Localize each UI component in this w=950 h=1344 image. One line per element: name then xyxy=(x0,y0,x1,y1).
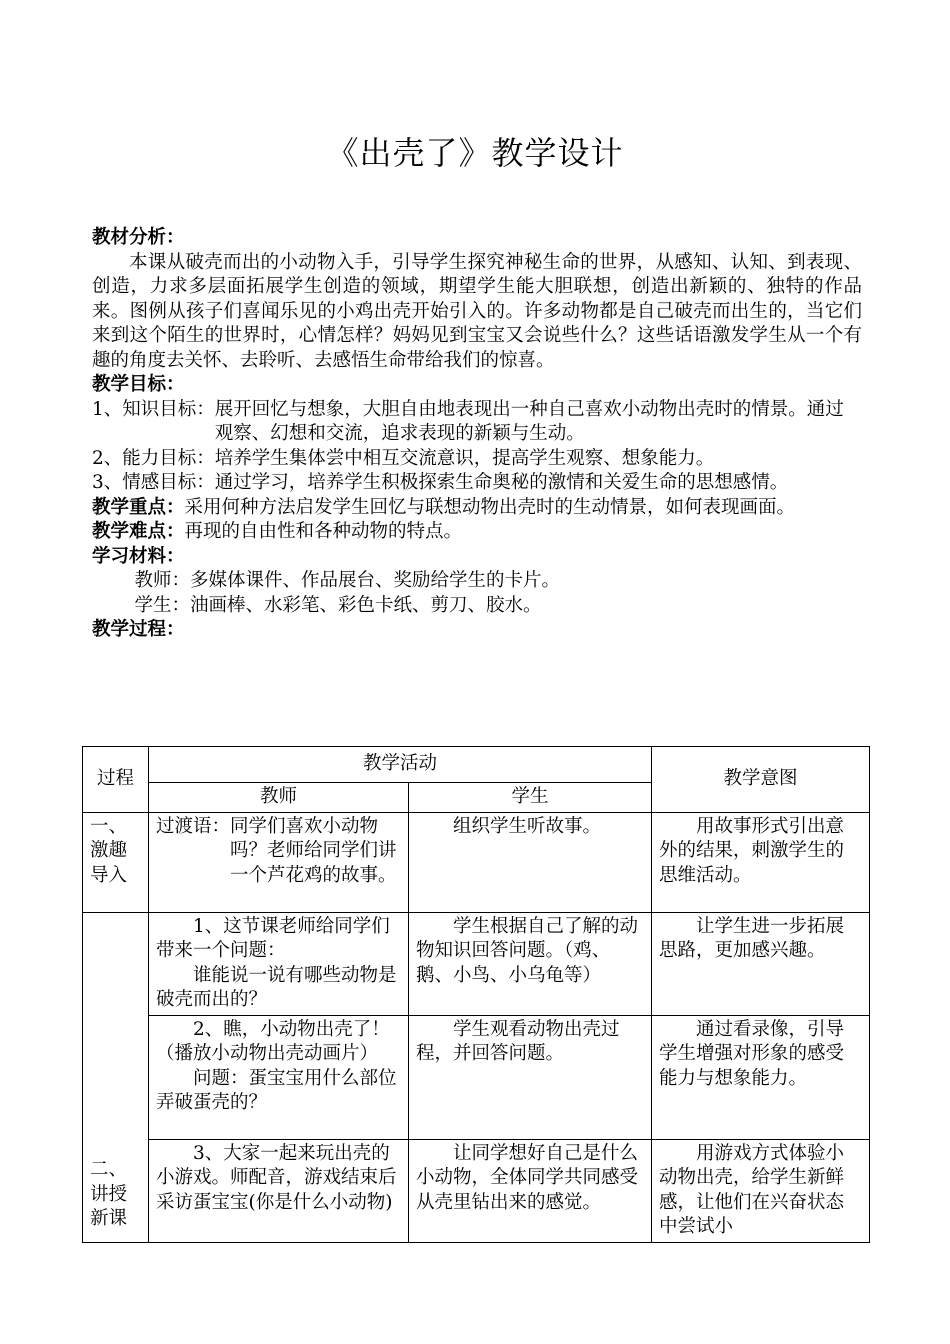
goal-label: 1、知识目标： xyxy=(92,398,215,420)
student-cell: 让同学想好自己是什么小动物，全体同学共同感受从壳里钻出来的感觉。 xyxy=(409,1139,652,1242)
goal-item xyxy=(92,471,862,496)
materials-heading: 学习材料： xyxy=(92,545,185,567)
goal-text: 展开回忆与想象，大胆自由地表现出一种自己喜欢小动物出壳时的情景。通过观察、幻想和交流，追求表现的新颖与生动。 xyxy=(214,398,844,444)
goal-label: 2、能力目标： xyxy=(92,447,215,469)
teacher-cell xyxy=(149,812,409,912)
header-teacher: 教师 xyxy=(149,783,409,813)
teacher-text: 2、瞧，小动物出壳了！（播放小动物出壳动画片） xyxy=(156,1018,390,1064)
difficulty-text: 再现的自由性和各种动物的特点。 xyxy=(184,521,463,542)
goal-text: 通过学习，培养学生积极探索生命奥秘的激情和关爱生命的思想感情。 xyxy=(214,472,789,493)
key-point xyxy=(92,496,862,521)
teacher-cell xyxy=(149,1015,409,1139)
student-cell: 学生观看动物出壳过程，并回答问题。 xyxy=(409,1015,652,1139)
teacher-text: 问题：蛋宝宝用什么部位弄破蛋壳的？ xyxy=(156,1067,397,1113)
key-point-label: 教学重点： xyxy=(92,496,185,518)
materials-teacher: 教师：多媒体课件、作品展台、奖励给学生的卡片。 xyxy=(134,570,561,591)
materials-student: 学生：油画棒、水彩笔、彩色卡纸、剪刀、胶水。 xyxy=(134,594,542,616)
teacher-text: 1、这节课老师给同学们带来一个问题： xyxy=(156,915,390,961)
teacher-cell xyxy=(149,912,409,1015)
process-heading: 教学过程： xyxy=(92,619,185,640)
transition-label: 过渡语： xyxy=(156,815,231,837)
process-table xyxy=(82,746,870,1243)
header-intent: 教学意图 xyxy=(652,747,870,813)
header-student: 学生 xyxy=(409,783,652,813)
intent-cell: 通过看录像，引导学生增强对形象的感受能力与想象能力。 xyxy=(652,1015,870,1139)
difficulty-label: 教学难点： xyxy=(92,521,185,542)
teacher-text: 谁能说一说有哪些动物是破壳而出的？ xyxy=(156,964,397,1010)
student-cell: 组织学生听故事。 xyxy=(409,812,652,912)
page-title: 《出壳了》教学设计 xyxy=(326,134,624,172)
goal-label: 3、情感目标： xyxy=(92,472,215,493)
header-activity: 教学活动 xyxy=(149,747,652,783)
teacher-cell: 3、大家一起来玩出壳的小游戏。师配音，游戏结束后采访蛋宝宝(你是什么小动物) xyxy=(149,1139,409,1242)
transition-text: 同学们喜欢小动物吗？老师给同学们讲一个芦花鸡的故事。 xyxy=(230,815,397,886)
goal-item xyxy=(92,447,862,472)
analysis-heading: 教材分析： xyxy=(92,227,185,248)
analysis-text: 本课从破壳而出的小动物入手，引导学生探究神秘生命的世界，从感知、认知、到表现、创造，力求多层面拓展学生创造的领域，期望学生能大胆联想，创造出新颖的、独特的作品来。图例从孩子们喜闻乐见的小鸡出壳开始引入的。许多动物都是自己破壳而出生的，当它们来到这个陌生的世界时，心情怎样？妈妈见到宝宝又会说些什么？这些话语激发学生从一个有趣的角度去关怀、去聆听、去感悟生命带给我们的惊喜。 xyxy=(92,251,862,371)
key-point-text: 采用何种方法启发学生回忆与联想动物出壳时的生动情景，如何表现画面。 xyxy=(184,496,796,518)
intent-cell: 用游戏方式体验小动物出壳，给学生新鲜感，让他们在兴奋状态中尝试小 xyxy=(652,1139,870,1242)
header-process: 过程 xyxy=(83,747,149,813)
stage-label: 二、讲授新课 xyxy=(83,912,149,1242)
stage-label: 一、激趣导入 xyxy=(83,812,149,912)
student-cell: 学生根据自己了解的动物知识回答问题。（鸡、鹅、小鸟、小乌龟等） xyxy=(409,912,652,1015)
goals-heading: 教学目标： xyxy=(92,374,185,395)
intent-cell: 让学生进一步拓展思路，更加感兴趣。 xyxy=(652,912,870,1015)
goal-text: 培养学生集体尝中相互交流意识，提高学生观察、想象能力。 xyxy=(214,447,715,469)
document-body xyxy=(92,226,862,643)
goal-item xyxy=(92,398,862,447)
intent-cell: 用故事形式引出意外的结果，刺激学生的思维活动。 xyxy=(652,812,870,912)
difficulty xyxy=(92,520,862,545)
